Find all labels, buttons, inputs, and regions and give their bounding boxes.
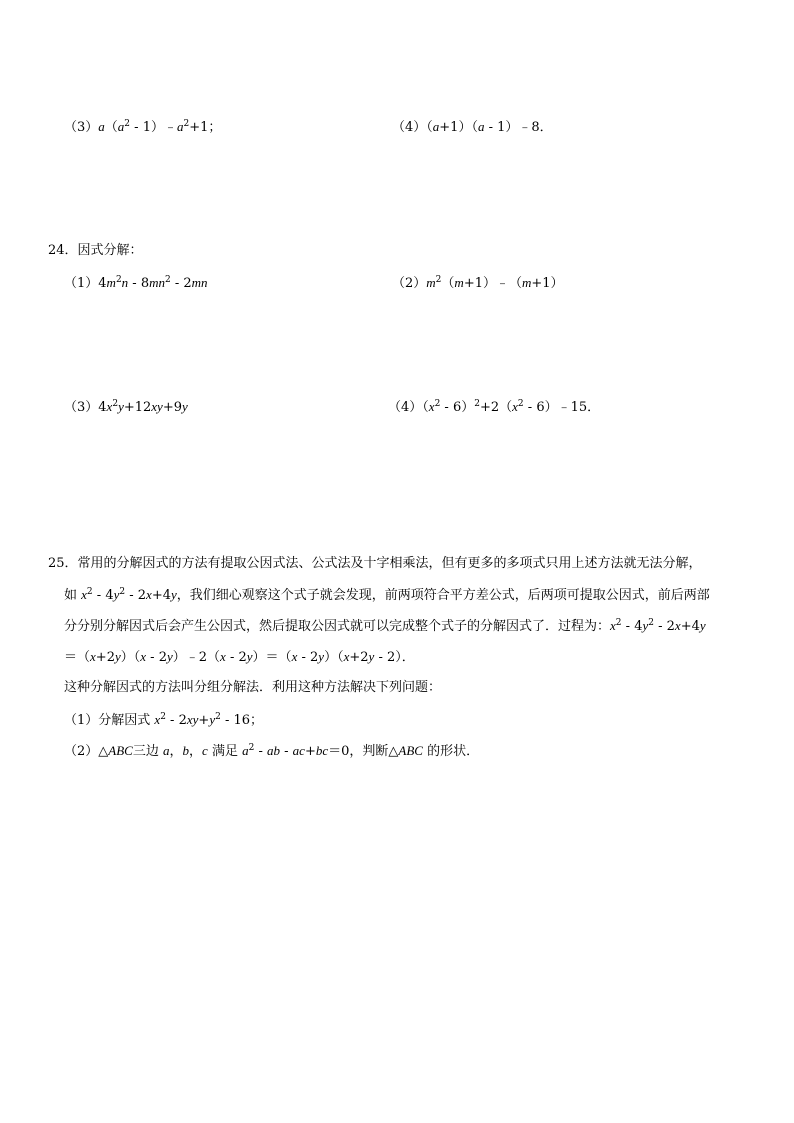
q25-intro-line2: 如 $x^2 - 4y^2 - 2x+4y$，我们细心观察这个式子就会发现，前两项符合平方差公式，后两项可提取公因式，前后两部: [64, 587, 710, 603]
q25-intro-line4: ＝（x+2y）（x - 2y）﹣2（x - 2y）＝（x - 2y）（x+2y - 2）．: [64, 649, 415, 665]
q24-part3: $(3)4x^2y+12xy+9y$: [64, 399, 188, 415]
q25-part1: （1）分解因式 $x^2 - 2xy+y^2 - 16$；: [64, 712, 264, 728]
q24-part4: $(4)(x^2 - 6)^2+2(x^2$ - 6）﹣15．: [388, 399, 601, 415]
q23-part3: $(3)a(a^2$ - $1)﹣a^2+1$；: [64, 119, 222, 135]
q24-part2: $(2)m^2(m+1)﹣(m+1)$: [392, 275, 564, 291]
q23-part4: （4）（a+1）（a - 1）﹣8．: [392, 119, 553, 135]
q24-part1: $(1)4m^2n - 8mn^2 - 2mn$: [64, 275, 208, 291]
q25-intro-line3: 分分别分解因式后会产生公因式，然后提取公因式就可以完成整个式子的分解因式了．过程为：$x^2 - 4y^2 - 2x+4y$: [64, 618, 706, 634]
q25-method-line: 这种分解因式的方法叫分组分解法．利用这种方法解决下列问题：: [64, 680, 442, 695]
q25-part2: （2）△ABC三边 a，b，c 满足 $a^2$ - ab - ac+bc＝0，判断△ABC 的形状．: [64, 743, 480, 759]
q25-intro-line1: 25．常用的分解因式的方法有提取公因式法、公式法及十字相乘法，但有更多的多项式只用上述方法就无法分解，: [48, 556, 702, 571]
q24-heading: 24．因式分解：: [48, 243, 143, 258]
